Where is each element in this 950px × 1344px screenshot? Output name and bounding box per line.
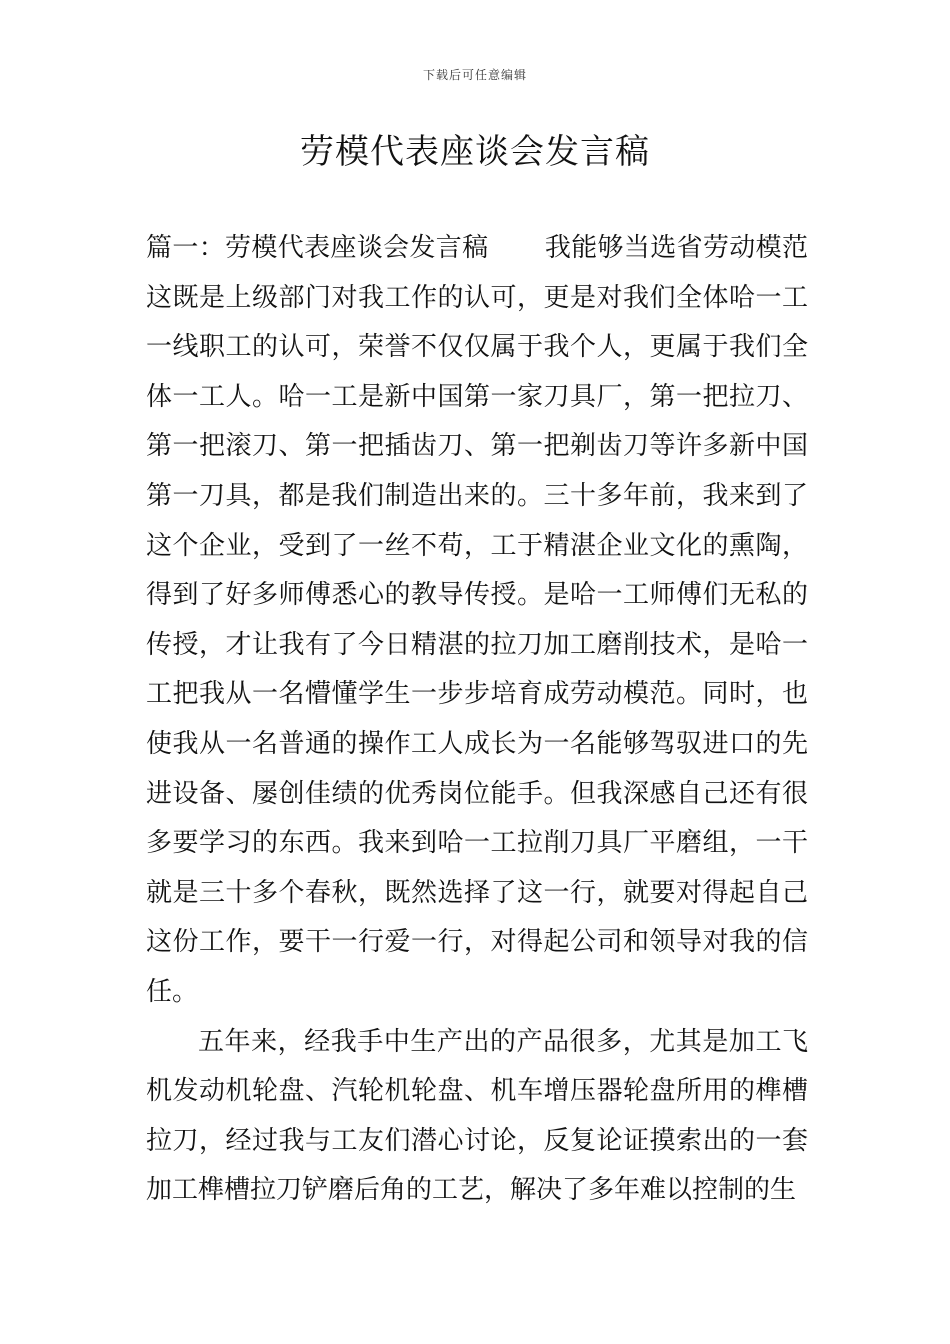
section-label: 篇一：劳模代表座谈会发言稿 bbox=[146, 233, 489, 263]
document-title: 劳模代表座谈会发言稿 bbox=[300, 132, 650, 172]
paragraph-2: 五年来，经我手中生产出的产品很多，尤其是加工飞机发动机轮盘、汽轮机轮盘、机车增压器轮盘所用的榫槽拉刀，经过我与工友们潜心讨论，反复论证摸索出的一套加工榫槽拉刀铲磨后角的工艺，解决了多年难以控制的生 bbox=[146, 1026, 808, 1206]
paragraph-1-text: 我能够当选省劳动模范这既是上级部门对我工作的认可，更是对我们全体哈一工一线职工的认可，荣誉不仅仅属于我个人，更属于我们全体一工人。哈一工是新中国第一家刀具厂，第一把拉刀、第一把滚刀、第一把插齿刀、第一把剃齿刀等许多新中国第一刀具，都是我们制造出来的。三十多年前，我来到了这个企业，受到了一丝不苟，工于精湛企业文化的熏陶，得到了好多师傅悉心的教导传授。是哈一工师傅们无私的传授，才让我有了今日精湛的拉刀加工磨削技术，是哈一工把我从一名懵懂学生一步步培育成劳动模范。同时，也使我从一名普通的操作工人成长为一名能够驾驭进口的先进设备、屡创佳绩的优秀岗位能手。但我深感自己还有很多要学习的东西。我来到哈一工拉削刀具厂平磨组，一干就是三十多个春秋，既然选择了这一行，就要对得起自己这份工作，要干一行爱一行，对得起公司和领导对我的信任。 bbox=[146, 233, 808, 1007]
header-note: 下载后可任意编辑 bbox=[422, 68, 527, 82]
document-body bbox=[146, 224, 808, 1216]
paragraph-1 bbox=[146, 224, 808, 1018]
